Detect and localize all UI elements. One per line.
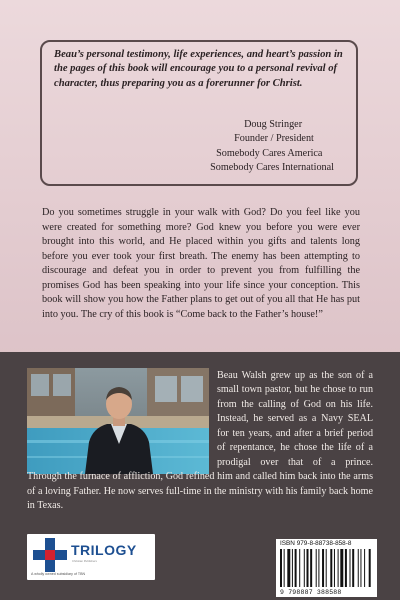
barcode-digits: 9 798887 388588 <box>280 589 342 596</box>
author-bio <box>27 369 373 514</box>
isbn-number: ISBN 979-8-88738-858-8 <box>280 540 352 547</box>
barcode-bars <box>280 549 373 587</box>
testimonial-org-international: Somebody Cares International <box>210 161 334 173</box>
book-description: Do you sometimes struggle in your walk with God? Do you feel like you were created for something more? God knew you before you were ever brought into this world, and He placed within you gifts and talents long before you ever took your first breath. The enemy has been attempting to discourage and defeat you in order to prevent you from fulfilling the promises God has been speaking into your life since your conception. This book will show you how the Father plans to get out of you all that He has put into you. The cry of this book is “Come back to the Father’s house!” <box>42 207 360 320</box>
testimonial-box <box>40 40 358 186</box>
trilogy-cross-icon <box>33 538 69 572</box>
author-bio-text: Beau Walsh grew up as the son of a small town pastor, but he chose to run from the calling of God on his life. Instead, he served as a Navy SEAL for ten years, and after a brief period of repentance, he chose the life of a prodigal over that of a prince. Through the furnace of affliction, God refined him and called him back into the arms of a loving Father. He now serves full-time in the ministry with his family back home in Texas. <box>27 370 373 512</box>
publisher-subtitle: Christian Publishers <box>72 559 97 563</box>
testimonial-attribution <box>210 118 334 175</box>
testimonial-quote: Beau’s personal testimony, life experiences, and heart’s passion in the pages of this book will encourage you to a personal revival of character, thus preparing you as a forerunner for Christ. <box>54 49 343 89</box>
publisher-logo <box>27 534 155 580</box>
photo-spacer <box>27 369 217 470</box>
testimonial-author: Doug Stringer <box>244 119 303 130</box>
testimonial-author-title: Founder / President <box>234 133 314 145</box>
author-section <box>0 352 400 600</box>
testimonial-org: Somebody Cares America <box>216 147 323 159</box>
publisher-tagline: A wholly owned subsidiary of TBN <box>31 572 86 576</box>
publisher-name: TRILOGY <box>71 542 137 558</box>
isbn-barcode <box>276 539 377 597</box>
